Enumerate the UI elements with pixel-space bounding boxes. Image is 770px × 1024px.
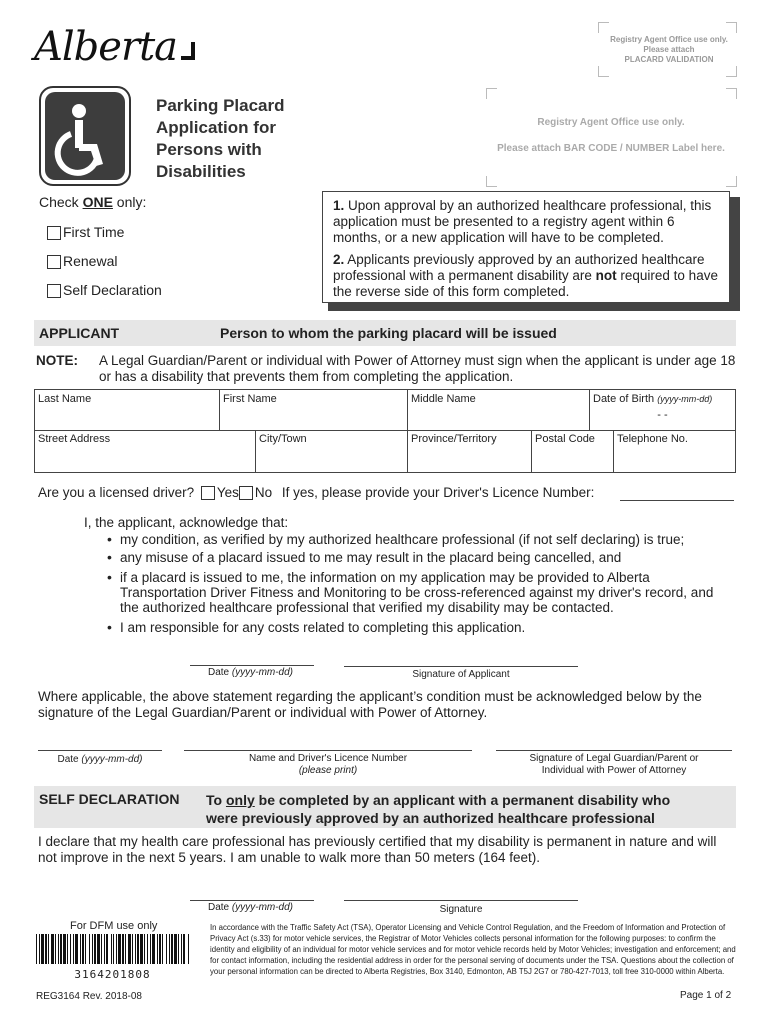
guardian-statement: Where applicable, the above statement regarding the applicant’s condition must be acknowledged below by the signature of the Legal Guardian/Parent or individual with Power of Attorney. bbox=[38, 689, 702, 720]
self-declaration-heading: SELF DECLARATION bbox=[39, 791, 180, 807]
privacy-notice: In accordance with the Traffic Safety Act (TSA), Operator Licensing and Vehicle Control Regulation, and the Freedom of Information and Protection of Privacy Act (s.33) for motor vehicle services, the Registrar of Motor Vehicles collects personal information for the following purposes: to confirm the identity and eligibility of an individual for motor vehicle services and for motor vehicle records held by Motor Vehicles; investigation and enforcement; and for contact information, including the residential address in order for the personal serving of documents under the TSA. Questions about the collection of your personal information can be directed to Alberta Registries, Box 3140, Edmonton, AB T5J 2G7 or 780-427-7013, toll free 310-0000 within Alberta. bbox=[210, 923, 736, 976]
first-name-field[interactable]: First Name bbox=[219, 390, 407, 430]
licence-number-field[interactable] bbox=[620, 500, 734, 501]
renewal-checkbox[interactable] bbox=[47, 255, 61, 269]
first-time-checkbox[interactable] bbox=[47, 226, 61, 240]
applicant-subheading: Person to whom the parking placard will be issued bbox=[220, 325, 557, 341]
barcode-number: 3164201808 bbox=[74, 968, 151, 981]
dfm-use-label: For DFM use only bbox=[70, 920, 158, 932]
self-declaration-text: I declare that my health care professional has previously certified that my disability is permanent in nature and will not improve in the next 5 years. I am unable to walk more than 50 meters (164 feet). bbox=[38, 834, 717, 865]
middle-name-field[interactable]: Middle Name bbox=[407, 390, 589, 430]
placard-validation-area: Registry Agent Office use only. Please attach PLACARD VALIDATION bbox=[610, 35, 728, 64]
option-self-declaration[interactable]: Self Declaration bbox=[47, 282, 162, 298]
page-title: Parking Placard Application for Persons with Disabilities bbox=[156, 96, 285, 181]
street-address-field[interactable]: Street Address bbox=[38, 433, 111, 445]
applicant-heading: APPLICANT bbox=[39, 325, 120, 341]
date-of-birth-field[interactable]: Date of Birth (yyyy-mm-dd) - - bbox=[589, 390, 735, 430]
last-name-field[interactable]: Last Name bbox=[38, 393, 92, 405]
self-declaration-date-field[interactable] bbox=[190, 900, 314, 901]
barcode-image bbox=[36, 934, 189, 964]
wheelchair-icon bbox=[39, 86, 131, 186]
self-declaration-signature-field[interactable] bbox=[344, 900, 578, 901]
applicant-date-field[interactable] bbox=[190, 665, 314, 666]
city-town-field[interactable]: City/Town bbox=[255, 430, 407, 472]
guardian-date-field[interactable] bbox=[38, 750, 162, 751]
licensed-yes-checkbox[interactable] bbox=[201, 486, 215, 500]
acknowledge-item: any misuse of a placard issued to me may result in the placard being cancelled, and bbox=[120, 550, 622, 565]
acknowledge-item: I am responsible for any costs related to completing this application. bbox=[120, 620, 526, 635]
guardian-signature-field[interactable] bbox=[496, 750, 732, 751]
self-declaration-subheading: To only be completed by an applicant with a permanent disability who were previously approved by an authorized healthcare professional bbox=[206, 792, 671, 826]
licensed-driver-question: Are you a licensed driver? Yes No If yes, please provide your Driver's Licence Number: bbox=[38, 485, 595, 500]
applicant-signature-field[interactable] bbox=[344, 666, 578, 667]
alberta-logo: Alberta bbox=[34, 24, 195, 70]
self-declaration-checkbox[interactable] bbox=[47, 284, 61, 298]
option-renewal[interactable]: Renewal bbox=[47, 253, 117, 269]
page-number: Page 1 of 2 bbox=[680, 990, 732, 1001]
licensed-no-checkbox[interactable] bbox=[239, 486, 253, 500]
check-one-label: Check ONE only: bbox=[39, 194, 147, 210]
barcode-label-area: Registry Agent Office use only. Please attach BAR CODE / NUMBER Label here. bbox=[497, 117, 725, 154]
applicant-fields-table bbox=[34, 389, 736, 473]
option-first-time[interactable]: First Time bbox=[47, 224, 124, 240]
form-id: REG3164 Rev. 2018-08 bbox=[36, 991, 142, 1002]
telephone-field[interactable]: Telephone No. bbox=[613, 430, 735, 472]
acknowledge-item: if a placard is issued to me, the information on my application may be provided to Alberta Transportation Driver Fitness and Monitoring to be cross-referenced against my driver's record, and the authorized healthcare professional that verified my disability may be contacted. bbox=[120, 570, 714, 615]
acknowledge-intro: I, the applicant, acknowledge that: bbox=[84, 515, 289, 530]
postal-code-field[interactable]: Postal Code bbox=[531, 430, 613, 472]
instructions-notice: 1. Upon approval by an authorized healthcare professional, this application must be presented to a registry agent within 6 months, or a new application will have to be completed. 2. Applicants previously approved by an authorized healthcare professional with a permanent disability are not required to have the reverse side of this form completed. bbox=[322, 191, 730, 303]
guardian-name-field[interactable] bbox=[184, 750, 472, 751]
acknowledge-item: my condition, as verified by my authorized healthcare professional (if not self declaring) is true; bbox=[120, 532, 685, 547]
guardian-note: NOTE: A Legal Guardian/Parent or individual with Power of Attorney must sign when the applicant is under age 18 or has a disability that prevents them from completing the application. bbox=[36, 353, 736, 384]
province-territory-field[interactable]: Province/Territory bbox=[407, 430, 531, 472]
